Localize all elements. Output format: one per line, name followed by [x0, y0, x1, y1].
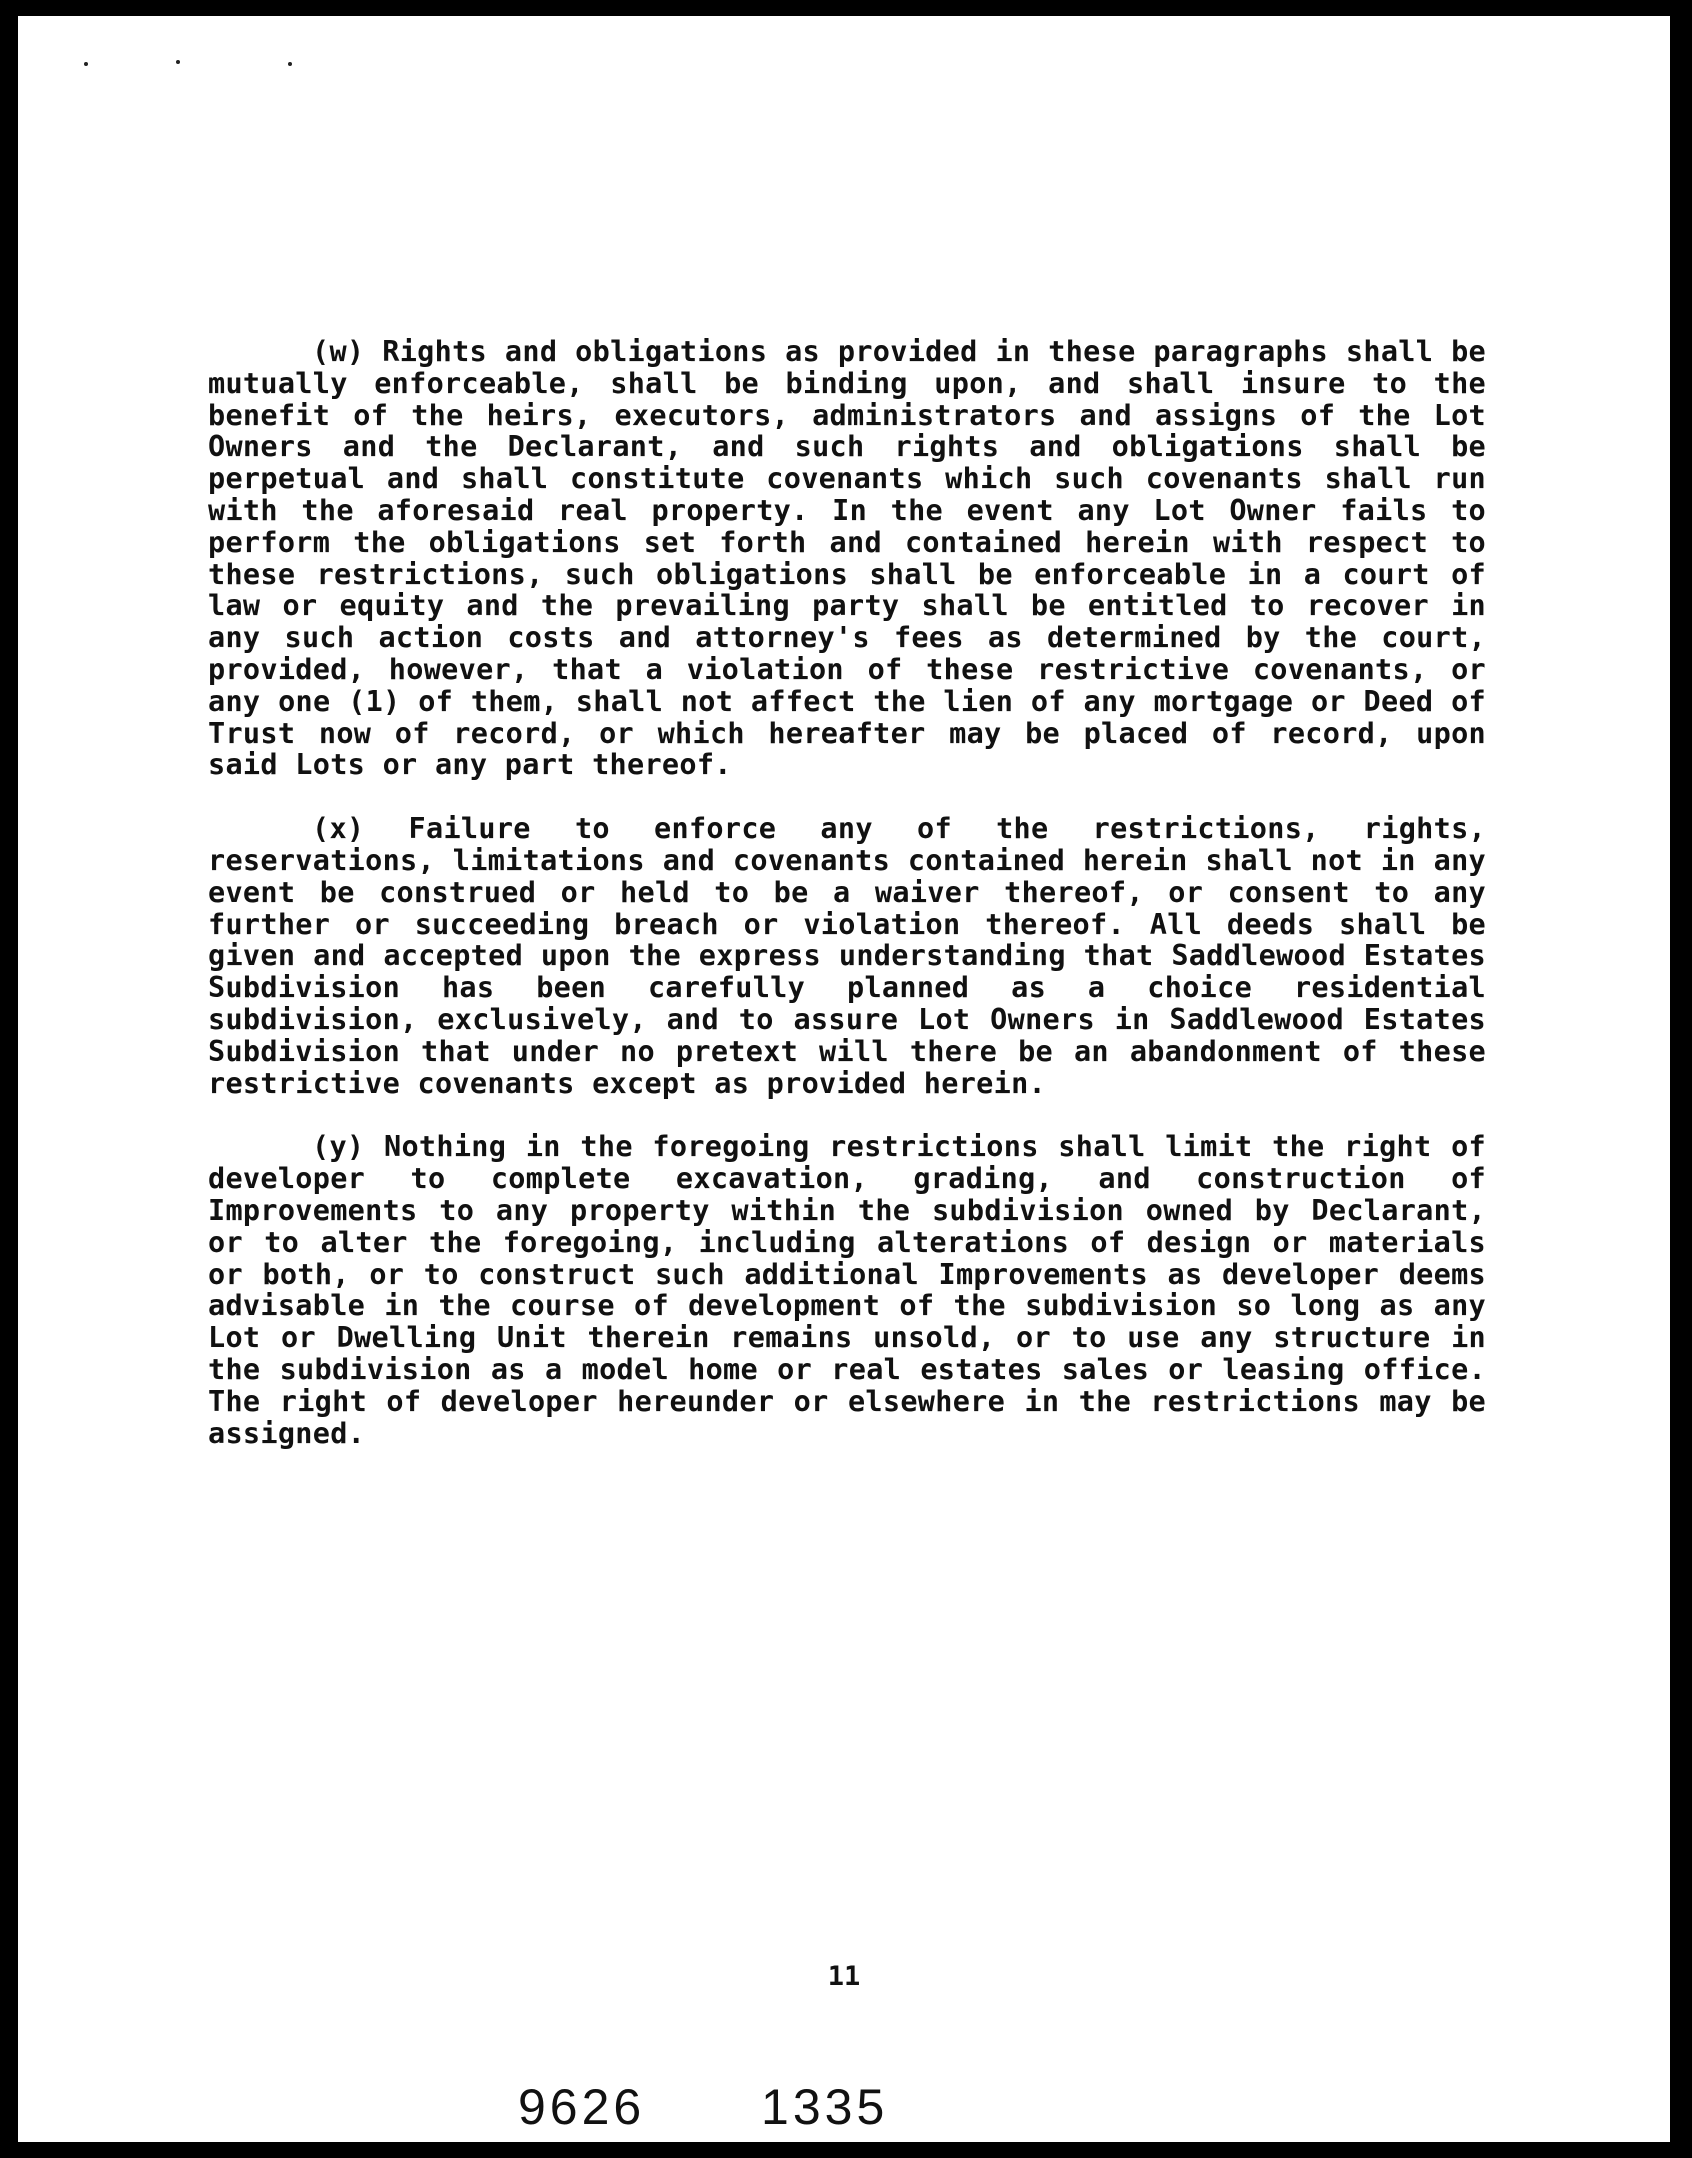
- stamp-page-number: 1335: [761, 2079, 889, 2135]
- page-number: 11: [827, 1961, 861, 1992]
- paragraph-y: (y) Nothing in the foregoing restrictions shall limit the right of developer to complete excavation, grading, and construction of Improvements to any property within the subdivision owned by Declarant, or to alter the foregoing, including alterations of design or materials or both, or to construct such additional Improvements as developer deems advisable in the course of development of the subdivision so long as any Lot or Dwelling Unit therein remains unsold, or to use any structure in the subdivision as a model home or real estates sales or leasing office. The right of developer hereunder or elsewhere in the restrictions may be assigned.: [208, 1130, 1486, 1450]
- recording-stamp: [518, 2078, 888, 2136]
- paragraph-x: (x) Failure to enforce any of the restrictions, rights, reservations, limitations and covenants contained herein shall not in any event be construed or held to be a waiver thereof, or consent to any further or succeeding breach or violation thereof. All deeds shall be given and accepted upon the express understanding that Saddlewood Estates Subdivision has been carefully planned as a choice residential subdivision, exclusively, and to assure Lot Owners in Saddlewood Estates Subdivision that under no pretext will there be an abandonment of these restrictive covenants except as provided herein.: [208, 812, 1486, 1100]
- scan-speck: [176, 60, 180, 64]
- stamp-book-number: 9626: [518, 2079, 646, 2135]
- scan-speck: [288, 62, 292, 66]
- paragraph-w: (w) Rights and obligations as provided in these paragraphs shall be mutually enforceable, shall be binding upon, and shall insure to the benefit of the heirs, executors, administrators and assigns of the Lot Owners and the Declarant, and such rights and obligations shall be perpetual and shall constitute covenants which such covenants shall run with the aforesaid real property. In the event any Lot Owner fails to perform the obligations set forth and contained herein with respect to these restrictions, such obligations shall be enforceable in a court of law or equity and the prevailing party shall be entitled to recover in any such action costs and attorney's fees as determined by the court, provided, however, that a violation of these restrictive covenants, or any one (1) of them, shall not affect the lien of any mortgage or Deed of Trust now of record, or which hereafter may be placed of record, upon said Lots or any part thereof.: [208, 335, 1486, 782]
- scan-speck: [84, 62, 88, 66]
- document-body: [208, 336, 1486, 1481]
- document-page: [18, 16, 1670, 2142]
